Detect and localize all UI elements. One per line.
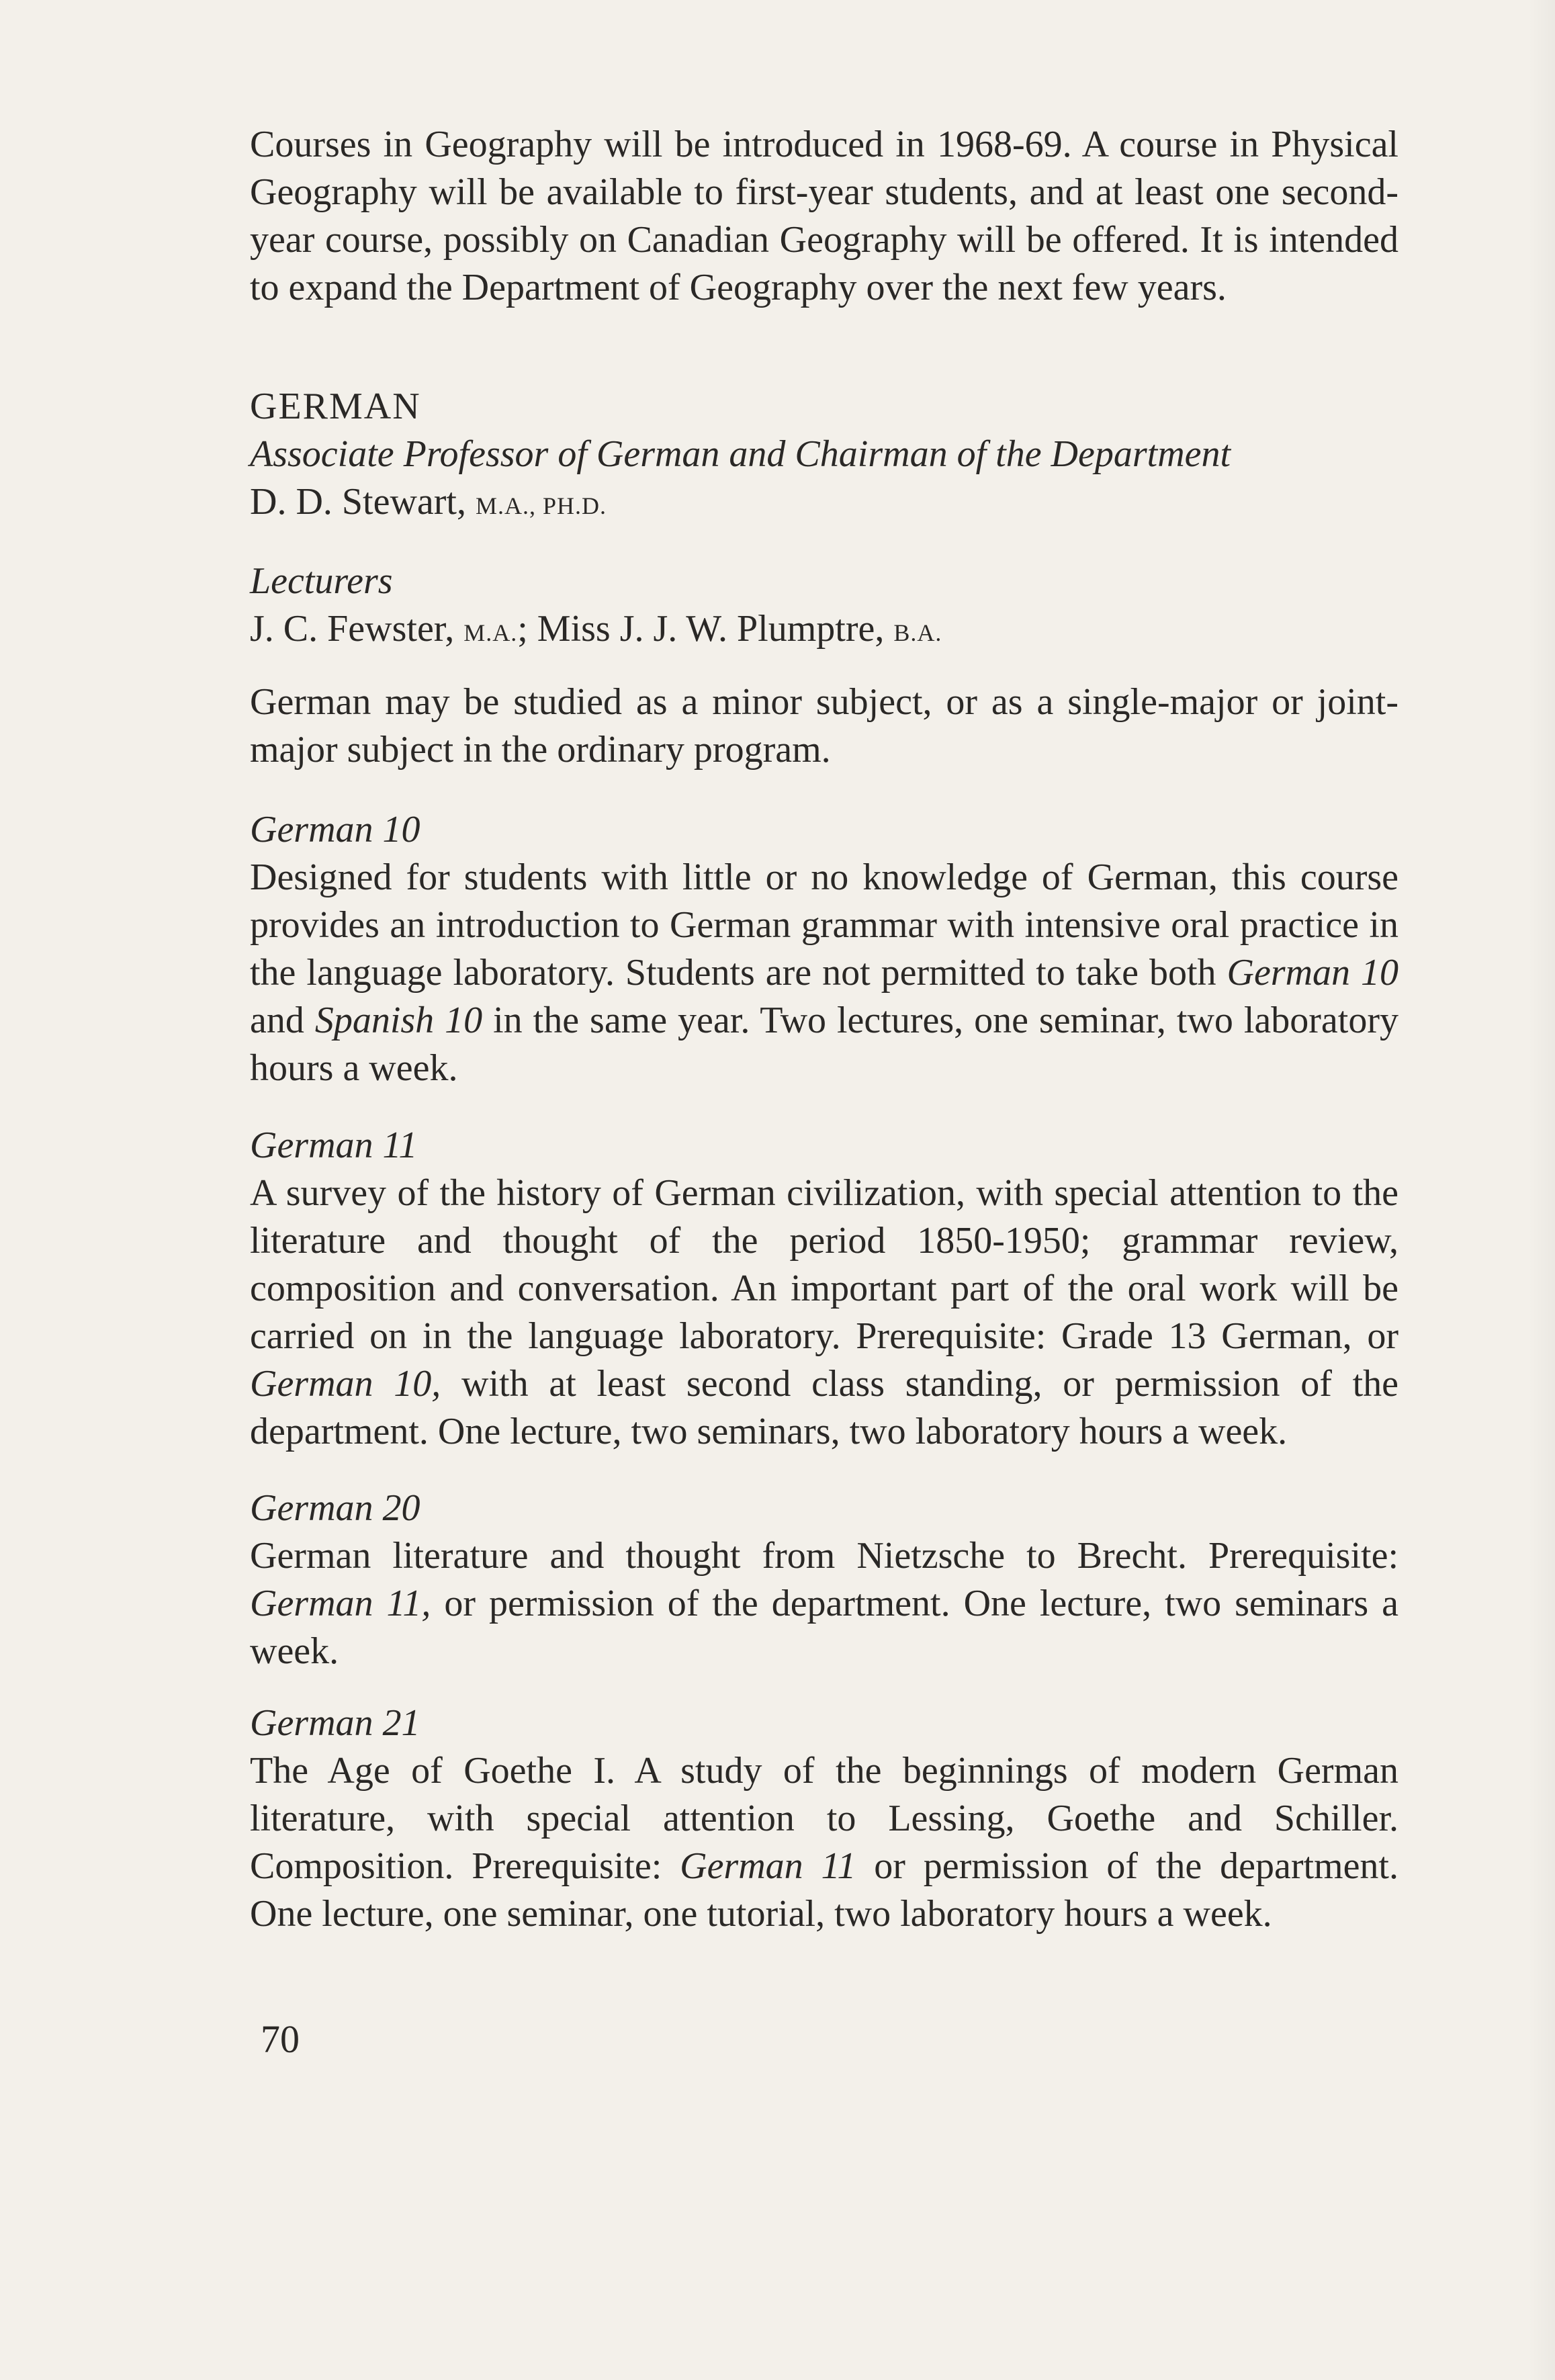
section-heading: GERMAN bbox=[250, 386, 421, 427]
chair-title: Associate Professor of German and Chairman of the Department bbox=[250, 433, 1231, 475]
chair-name: D. D. Stewart, bbox=[250, 481, 466, 523]
course-german-20 bbox=[250, 1485, 1398, 1675]
course-german-10 bbox=[250, 806, 1398, 1092]
page-edge-shadow bbox=[1528, 0, 1555, 2380]
course-reference: German 10 bbox=[1227, 952, 1398, 994]
course-title: German 21 bbox=[250, 1702, 420, 1744]
lecturer-2-degrees: B.A. bbox=[893, 619, 942, 646]
lecturer-separator: ; bbox=[517, 608, 537, 650]
course-german-11 bbox=[250, 1122, 1398, 1456]
course-text: A survey of the history of German civilization, with special attention to the literature and thought of the period 1850-1950; grammar review, composition and conversation. An important part of the oral work will be carried on in the language laboratory. Prerequisite: Grade 13 German, or bbox=[250, 1172, 1398, 1357]
course-text: or permission of the department. One lecture, two seminars a week. bbox=[250, 1583, 1399, 1672]
chair-degrees: M.A., PH.D. bbox=[475, 492, 607, 519]
course-title: German 20 bbox=[250, 1487, 420, 1529]
intro-paragraph-block bbox=[250, 121, 1398, 312]
lecturers-line bbox=[250, 605, 1398, 657]
course-text: The Age of Goethe I. A study of the beginnings of modern German literature, with special attention to Lessing, Goethe and Schiller. Composition. Prerequisite: bbox=[250, 1750, 1398, 1887]
course-reference: German 11, bbox=[250, 1583, 431, 1624]
department-header-block bbox=[250, 383, 1398, 530]
course-text: in the same year. Two lectures, one seminar, two laboratory hours a week. bbox=[250, 1000, 1398, 1089]
course-reference: Spanish 10 bbox=[314, 1000, 483, 1041]
lecturer-1-name: J. C. Fewster, bbox=[250, 608, 455, 650]
course-german-21 bbox=[250, 1700, 1398, 1938]
lecturer-1-degrees: M.A. bbox=[463, 619, 518, 646]
course-text: Designed for students with little or no knowledge of German, this course provides an introduction to German grammar with intensive oral practice in the language laboratory. Students are not permitted to take both bbox=[250, 856, 1398, 994]
lecturer-2-name: Miss J. J. W. Plumptre, bbox=[537, 608, 885, 650]
course-description bbox=[250, 854, 1398, 1092]
course-reference: German 11 bbox=[680, 1845, 856, 1887]
lecturers-label: Lecturers bbox=[250, 560, 393, 602]
course-reference: German 10, bbox=[250, 1363, 441, 1405]
course-description bbox=[250, 1747, 1398, 1938]
lecturers-block bbox=[250, 558, 1398, 657]
course-title: German 11 bbox=[250, 1125, 418, 1166]
course-title: German 10 bbox=[250, 809, 420, 850]
intro-paragraph: Courses in Geography will be introduced in 1968-69. A course in Physical Geography will be available to first-year students, and at least one second-year course, possibly on Canadian Geography will be offered. It is intended to expand the Department of Geography over the next few years. bbox=[250, 124, 1398, 308]
course-text: or permission of the department. One lecture, one seminar, one tutorial, two laboratory hours a week. bbox=[250, 1845, 1398, 1935]
course-text: German literature and thought from Nietzsche to Brecht. Prerequisite: bbox=[250, 1535, 1398, 1577]
chair-line bbox=[250, 478, 1398, 530]
program-note: German may be studied as a minor subject, or as a single-major or joint-major subject in the ordinary program. bbox=[250, 681, 1398, 770]
program-note-block bbox=[250, 678, 1398, 774]
course-description bbox=[250, 1170, 1398, 1456]
course-text: and bbox=[250, 1000, 315, 1041]
page-number: 70 bbox=[261, 2017, 300, 2061]
course-text: with at least second class standing, or permission of the department. One lecture, two seminars, two laboratory hours a week. bbox=[250, 1363, 1399, 1452]
course-description bbox=[250, 1532, 1398, 1675]
